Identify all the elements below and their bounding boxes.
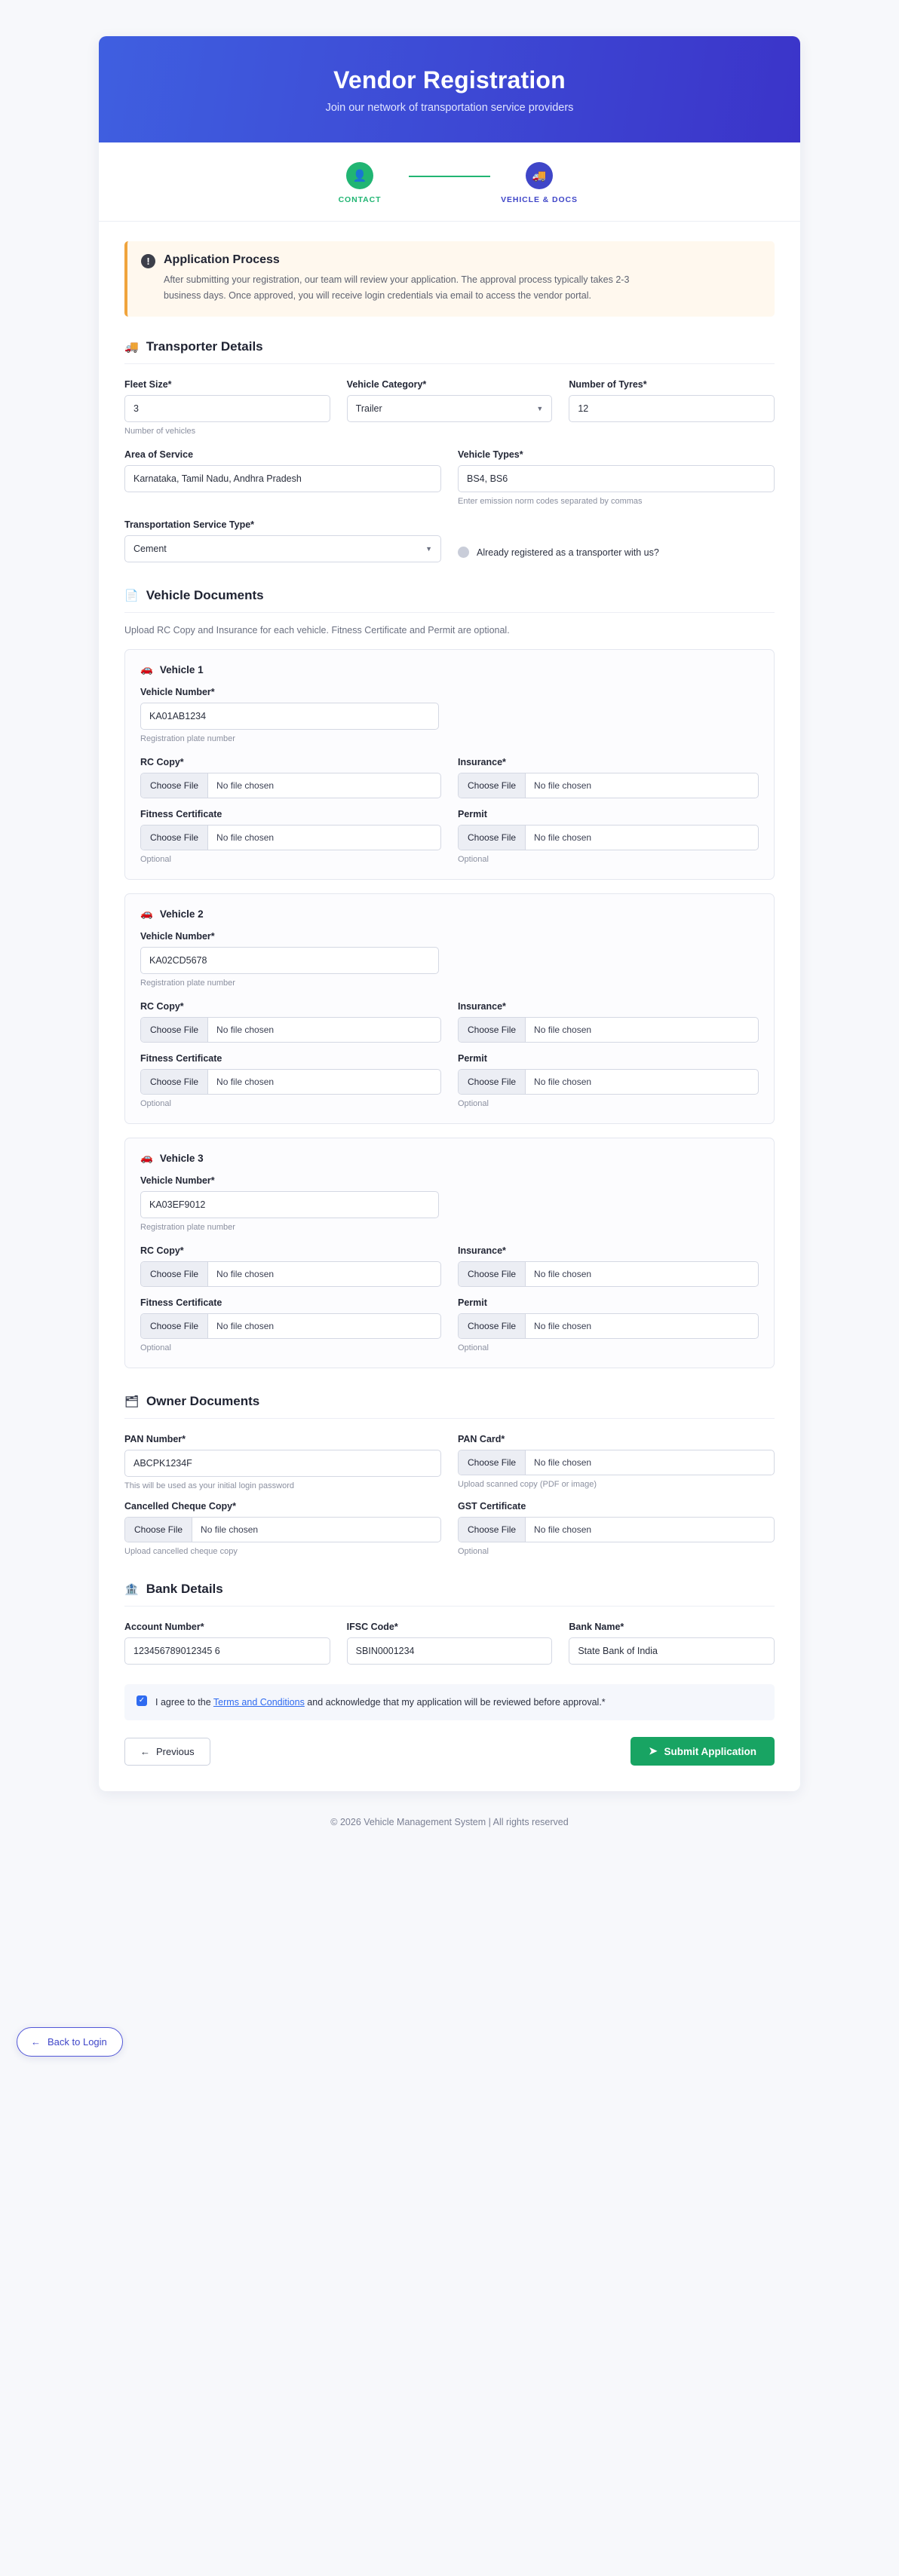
vehicle-2-fitness-help: Optional [140, 1099, 171, 1109]
vehicle-types-input[interactable]: BS4, BS6 [458, 465, 775, 492]
vehicle-types-help: Enter emission norm codes separated by commas [458, 497, 643, 507]
file-name: No file chosen [534, 1321, 592, 1332]
vehicle-1-fitness-help: Optional [140, 855, 171, 865]
field-vehicle-3-permit [458, 1297, 759, 1352]
vehicle-2-insurance-label: Insurance* [458, 1001, 506, 1012]
choose-file-button[interactable]: Choose File [141, 1018, 208, 1042]
transporter-row-3 [124, 519, 775, 562]
file-name: No file chosen [201, 1524, 259, 1536]
pan-card-file[interactable] [458, 1450, 775, 1475]
ifsc-code-input[interactable]: SBIN0001234 [347, 1637, 553, 1665]
paper-plane-icon: ➤ [649, 1745, 658, 1757]
file-name: No file chosen [534, 780, 592, 792]
notice-text: After submitting your registration, our team will review your application. The approval process typically takes 2-3 business days. Once approved, you will receive login credentials via email to access the vendor portal. [164, 274, 630, 301]
vehicle-1-fitness-file[interactable] [140, 825, 441, 850]
vehicle-3-number-label: Vehicle Number* [140, 1175, 215, 1187]
vehicle-3-fitness-help: Optional [140, 1343, 171, 1353]
vehicle-category-value: Trailer [355, 403, 382, 415]
field-vehicle-3-fitness [140, 1297, 441, 1352]
transporter-row-1 [124, 379, 775, 436]
area-of-service-label: Area of Service [124, 449, 194, 461]
car-icon: 🚗 [140, 663, 153, 675]
choose-file-button[interactable]: Choose File [459, 773, 526, 798]
file-name: No file chosen [534, 1457, 592, 1469]
field-vehicle-1-number [140, 687, 439, 743]
registration-card [99, 36, 800, 1791]
bank-name-input[interactable]: State Bank of India [569, 1637, 775, 1665]
fleet-size-help: Number of vehicles [124, 427, 196, 436]
back-to-login-button[interactable] [17, 2027, 123, 2057]
cancelled-cheque-file[interactable] [124, 1517, 441, 1542]
vehicle-types-label: Vehicle Types* [458, 449, 523, 461]
vehicle-block-1 [124, 649, 775, 880]
file-name: No file chosen [216, 1025, 275, 1036]
step-contact-label: CONTACT [338, 195, 382, 204]
already-registered-label: Already registered as a transporter with us? [477, 547, 659, 558]
truck-icon: 🚚 [526, 162, 553, 189]
field-vehicle-2-rc-copy [140, 1001, 441, 1043]
field-number-of-tyres [569, 379, 775, 436]
account-number-label: Account Number* [124, 1622, 204, 1633]
field-fleet-size [124, 379, 330, 436]
service-type-label: Transportation Service Type* [124, 519, 255, 531]
field-bank-name [569, 1622, 775, 1665]
gst-certificate-help: Optional [458, 1547, 489, 1557]
choose-file-button[interactable]: Choose File [459, 825, 526, 850]
pan-card-label: PAN Card* [458, 1434, 505, 1445]
choose-file-button[interactable]: Choose File [459, 1450, 526, 1475]
vehicle-2-rc-label: RC Copy* [140, 1001, 184, 1012]
vehicle-3-number-help: Registration plate number [140, 1223, 235, 1233]
vehicle-3-permit-label: Permit [458, 1297, 487, 1309]
vehicle-2-fitness-label: Fitness Certificate [140, 1053, 222, 1064]
section-bank-details-title: Bank Details [146, 1582, 223, 1597]
field-vehicle-2-fitness [140, 1053, 441, 1108]
previous-button-label: Previous [156, 1745, 195, 1757]
field-vehicle-3-rc-copy [140, 1245, 441, 1287]
field-cancelled-cheque [124, 1501, 441, 1556]
field-vehicle-1-fitness [140, 809, 441, 864]
cancelled-cheque-help: Upload cancelled cheque copy [124, 1547, 238, 1557]
car-icon: 🚗 [140, 1152, 153, 1164]
section-vehicle-documents-title: Vehicle Documents [146, 588, 264, 603]
vehicle-1-title: Vehicle 1 [159, 663, 204, 675]
vehicle-2-row-fitness-permit [140, 1053, 759, 1108]
bank-icon: 🏦 [124, 1583, 139, 1597]
pan-number-help: This will be used as your initial login password [124, 1481, 294, 1491]
arrow-left-icon: ← [140, 1745, 150, 1757]
vehicle-2-permit-help: Optional [458, 1099, 489, 1109]
terms-prefix: I agree to the [155, 1697, 213, 1708]
file-name: No file chosen [534, 832, 592, 844]
back-to-login-label: Back to Login [48, 2036, 107, 2048]
notice-title: Application Process [164, 253, 280, 266]
vehicle-2-row-rc-insurance [140, 1001, 759, 1043]
vehicle-documents-hint: Upload RC Copy and Insurance for each vehicle. Fitness Certificate and Permit are optional. [124, 625, 510, 636]
bank-row [124, 1622, 775, 1665]
vehicle-1-permit-help: Optional [458, 855, 489, 865]
vehicle-3-permit-file[interactable] [458, 1313, 759, 1339]
choose-file-button[interactable]: Choose File [459, 1314, 526, 1338]
pan-card-help: Upload scanned copy (PDF or image) [458, 1480, 597, 1490]
submit-application-button[interactable] [631, 1737, 775, 1766]
account-number-input[interactable]: 123456789012345 6 [124, 1637, 330, 1665]
vehicle-block-2 [124, 893, 775, 1124]
section-transporter-title: Transporter Details [146, 339, 263, 354]
info-icon: ! [141, 254, 155, 268]
field-account-number [124, 1622, 330, 1665]
page-header [99, 36, 800, 142]
choose-file-button[interactable]: Choose File [141, 825, 208, 850]
previous-button[interactable] [124, 1738, 210, 1766]
pan-number-label: PAN Number* [124, 1434, 186, 1445]
field-area-of-service [124, 449, 441, 506]
vehicle-2-permit-label: Permit [458, 1053, 487, 1064]
form-actions [124, 1737, 775, 1766]
page-subtitle: Join our network of transportation service providers [325, 102, 574, 114]
chevron-down-icon: ▼ [425, 545, 432, 553]
application-process-notice [124, 241, 775, 317]
field-vehicle-2-number [140, 931, 439, 988]
field-vehicle-1-rc-copy [140, 757, 441, 798]
id-card-icon: 🗂 [124, 1395, 140, 1409]
gst-certificate-file[interactable] [458, 1517, 775, 1542]
gst-certificate-label: GST Certificate [458, 1501, 526, 1512]
choose-file-button[interactable]: Choose File [141, 1070, 208, 1094]
vehicle-1-permit-label: Permit [458, 809, 487, 820]
field-pan-number [124, 1434, 441, 1490]
section-vehicle-documents [124, 588, 775, 613]
field-pan-card [458, 1434, 775, 1490]
vehicle-1-rc-file[interactable] [140, 773, 441, 798]
area-of-service-input[interactable]: Karnataka, Tamil Nadu, Andhra Pradesh [124, 465, 441, 492]
section-owner-documents-title: Owner Documents [146, 1394, 260, 1409]
terms-text [155, 1695, 606, 1710]
field-vehicle-3-insurance [458, 1245, 759, 1287]
choose-file-button[interactable]: Choose File [141, 773, 208, 798]
vehicle-3-insurance-label: Insurance* [458, 1245, 506, 1257]
transporter-row-2 [124, 449, 775, 506]
vehicle-2-header [140, 908, 759, 920]
file-name: No file chosen [534, 1269, 592, 1280]
vehicle-2-fitness-file[interactable] [140, 1069, 441, 1095]
file-name: No file chosen [534, 1524, 592, 1536]
vehicle-3-permit-help: Optional [458, 1343, 489, 1353]
vehicle-2-number-input[interactable]: KA02CD5678 [140, 947, 439, 974]
vehicle-2-number-help: Registration plate number [140, 979, 235, 988]
choose-file-button[interactable]: Choose File [459, 1018, 526, 1042]
field-vehicle-2-insurance [458, 1001, 759, 1043]
vehicle-3-title: Vehicle 3 [159, 1152, 204, 1164]
vehicle-1-number-help: Registration plate number [140, 734, 235, 744]
chevron-down-icon: ▼ [536, 405, 544, 413]
vehicle-3-row-rc-insurance [140, 1245, 759, 1287]
vehicle-3-fitness-label: Fitness Certificate [140, 1297, 222, 1309]
step-vehicle-docs[interactable] [490, 162, 588, 204]
bank-name-label: Bank Name* [569, 1622, 624, 1633]
field-vehicle-category [347, 379, 553, 436]
vehicle-2-insurance-file[interactable] [458, 1017, 759, 1043]
terms-suffix: and acknowledge that my application will be reviewed before approval.* [304, 1697, 606, 1708]
field-already-registered[interactable] [458, 519, 775, 562]
step-contact[interactable] [311, 162, 409, 204]
section-owner-documents [124, 1394, 775, 1419]
field-vehicle-1-permit [458, 809, 759, 864]
vehicle-1-fitness-label: Fitness Certificate [140, 809, 222, 820]
vehicle-3-row-fitness-permit [140, 1297, 759, 1352]
file-name: No file chosen [534, 1025, 592, 1036]
truck-icon: 🚚 [124, 341, 139, 354]
step-vehicle-docs-label: VEHICLE & DOCS [501, 195, 578, 204]
file-name: No file chosen [216, 780, 275, 792]
vehicle-category-label: Vehicle Category* [346, 379, 427, 391]
ifsc-code-label: IFSC Code* [346, 1622, 398, 1633]
vehicle-block-3 [124, 1138, 775, 1368]
page-title: Vendor Registration [333, 66, 566, 93]
terms-link[interactable]: Terms and Conditions [213, 1697, 305, 1708]
file-name: No file chosen [216, 1321, 275, 1332]
fleet-size-input[interactable]: 3 [124, 395, 330, 422]
file-name: No file chosen [534, 1077, 592, 1088]
field-ifsc-code [347, 1622, 553, 1665]
file-name: No file chosen [216, 832, 275, 844]
vehicle-2-number-label: Vehicle Number* [140, 931, 215, 942]
vehicle-1-insurance-label: Insurance* [458, 757, 506, 768]
vehicle-1-permit-file[interactable] [458, 825, 759, 850]
page-footer: © 2026 Vehicle Management System | All rights reserved [330, 1817, 569, 1828]
vehicle-1-rc-label: RC Copy* [140, 757, 184, 768]
number-of-tyres-input[interactable]: 12 [569, 395, 775, 422]
vehicle-3-fitness-file[interactable] [140, 1313, 441, 1339]
vehicle-1-header [140, 663, 759, 675]
cancelled-cheque-label: Cancelled Cheque Copy* [124, 1501, 236, 1512]
vehicle-2-rc-file[interactable] [140, 1017, 441, 1043]
vehicle-2-permit-file[interactable] [458, 1069, 759, 1095]
form-content [99, 222, 800, 1791]
service-type-select[interactable] [124, 535, 441, 562]
user-icon: 👤 [346, 162, 373, 189]
vehicle-3-number-input[interactable]: KA03EF9012 [140, 1191, 439, 1218]
service-type-value: Cement [133, 544, 167, 555]
vehicle-3-header [140, 1152, 759, 1164]
owner-row-2 [124, 1501, 775, 1556]
vehicle-1-insurance-file[interactable] [458, 773, 759, 798]
vehicle-category-select[interactable] [347, 395, 553, 422]
terms-agreement-row[interactable] [124, 1684, 775, 1720]
vehicle-3-insurance-file[interactable] [458, 1261, 759, 1287]
section-transporter-details [124, 339, 775, 364]
progress-stepper [99, 142, 800, 222]
choose-file-button[interactable]: Choose File [459, 1518, 526, 1542]
choose-file-button[interactable]: Choose File [459, 1070, 526, 1094]
vehicle-1-number-input[interactable]: KA01AB1234 [140, 703, 439, 730]
owner-row-1 [124, 1434, 775, 1490]
file-name: No file chosen [216, 1269, 275, 1280]
field-vehicle-3-number [140, 1175, 439, 1232]
vehicle-3-rc-file[interactable] [140, 1261, 441, 1287]
field-vehicle-1-insurance [458, 757, 759, 798]
field-vehicle-types [458, 449, 775, 506]
field-service-type [124, 519, 441, 562]
arrow-left-icon: ← [31, 2036, 41, 2048]
step-connector [409, 176, 490, 177]
choose-file-button[interactable]: Choose File [459, 1262, 526, 1286]
document-icon: 📄 [124, 590, 139, 603]
choose-file-button[interactable]: Choose File [125, 1518, 192, 1542]
field-gst-certificate [458, 1501, 775, 1556]
vehicle-1-row-rc-insurance [140, 757, 759, 798]
submit-button-label: Submit Application [664, 1745, 756, 1757]
vehicle-3-rc-label: RC Copy* [140, 1245, 184, 1257]
file-name: No file chosen [216, 1077, 275, 1088]
choose-file-button[interactable]: Choose File [141, 1314, 208, 1338]
vehicle-2-title: Vehicle 2 [159, 908, 204, 920]
already-registered-toggle[interactable] [458, 547, 469, 558]
car-icon: 🚗 [140, 908, 153, 920]
field-vehicle-2-permit [458, 1053, 759, 1108]
section-bank-details [124, 1582, 775, 1607]
choose-file-button[interactable]: Choose File [141, 1262, 208, 1286]
vehicle-1-number-label: Vehicle Number* [140, 687, 215, 698]
pan-number-input[interactable]: ABCPK1234F [124, 1450, 441, 1477]
vehicle-1-row-fitness-permit [140, 809, 759, 864]
number-of-tyres-label: Number of Tyres* [569, 379, 647, 391]
fleet-size-label: Fleet Size* [124, 379, 172, 391]
terms-checkbox[interactable]: ✓ [137, 1695, 147, 1706]
